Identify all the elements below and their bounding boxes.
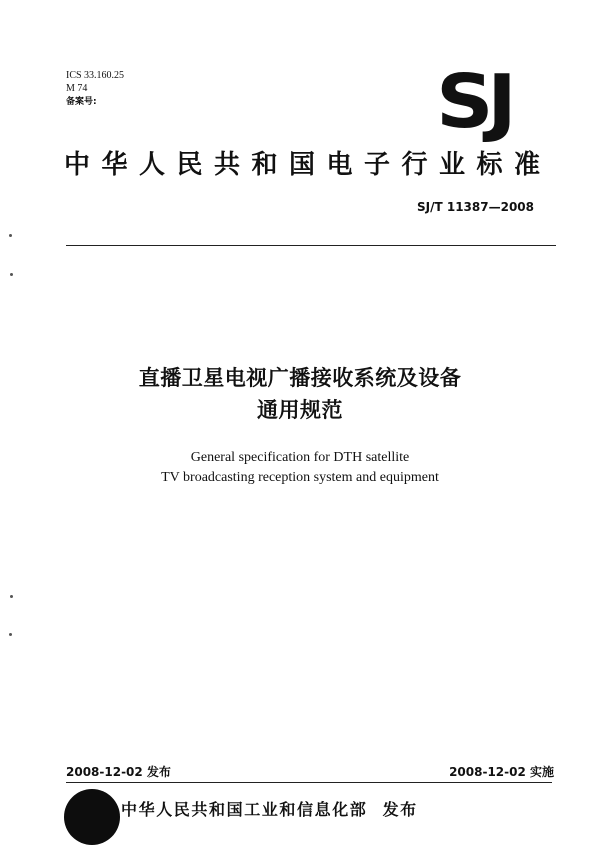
scan-speck — [10, 595, 13, 598]
document-title-zh-line1: 直播卫星电视广播接收系统及设备 — [138, 366, 462, 390]
ics-code: ICS 33.160.25 — [66, 70, 125, 81]
ccs-code: M 74 — [66, 83, 88, 94]
filing-number-label: 备案号: — [66, 97, 97, 107]
scan-speck — [10, 273, 13, 276]
scan-speck — [9, 234, 12, 237]
document-title-en-line2: TV broadcasting reception system and equipment — [161, 470, 439, 485]
publisher-seal — [64, 789, 120, 845]
issue-date: 2008-12-02 发布 — [66, 765, 171, 779]
header-divider — [66, 245, 556, 246]
publisher-line — [121, 800, 418, 820]
publisher-action: 发布 — [382, 800, 418, 819]
standard-number: SJ/T 11387—2008 — [417, 200, 534, 214]
publisher-name: 中华人民共和国工业和信息化部 — [121, 800, 368, 819]
document-title-en-line1: General specification for DTH satellite — [190, 450, 410, 465]
standard-category: 中华人民共和国电子行业标准 — [64, 150, 552, 180]
footer-divider — [66, 782, 552, 783]
scan-speck — [9, 633, 12, 636]
sj-logo: SJ — [436, 59, 511, 145]
document-title-zh-line2: 通用规范 — [257, 398, 343, 422]
implementation-date: 2008-12-02 实施 — [449, 765, 554, 779]
